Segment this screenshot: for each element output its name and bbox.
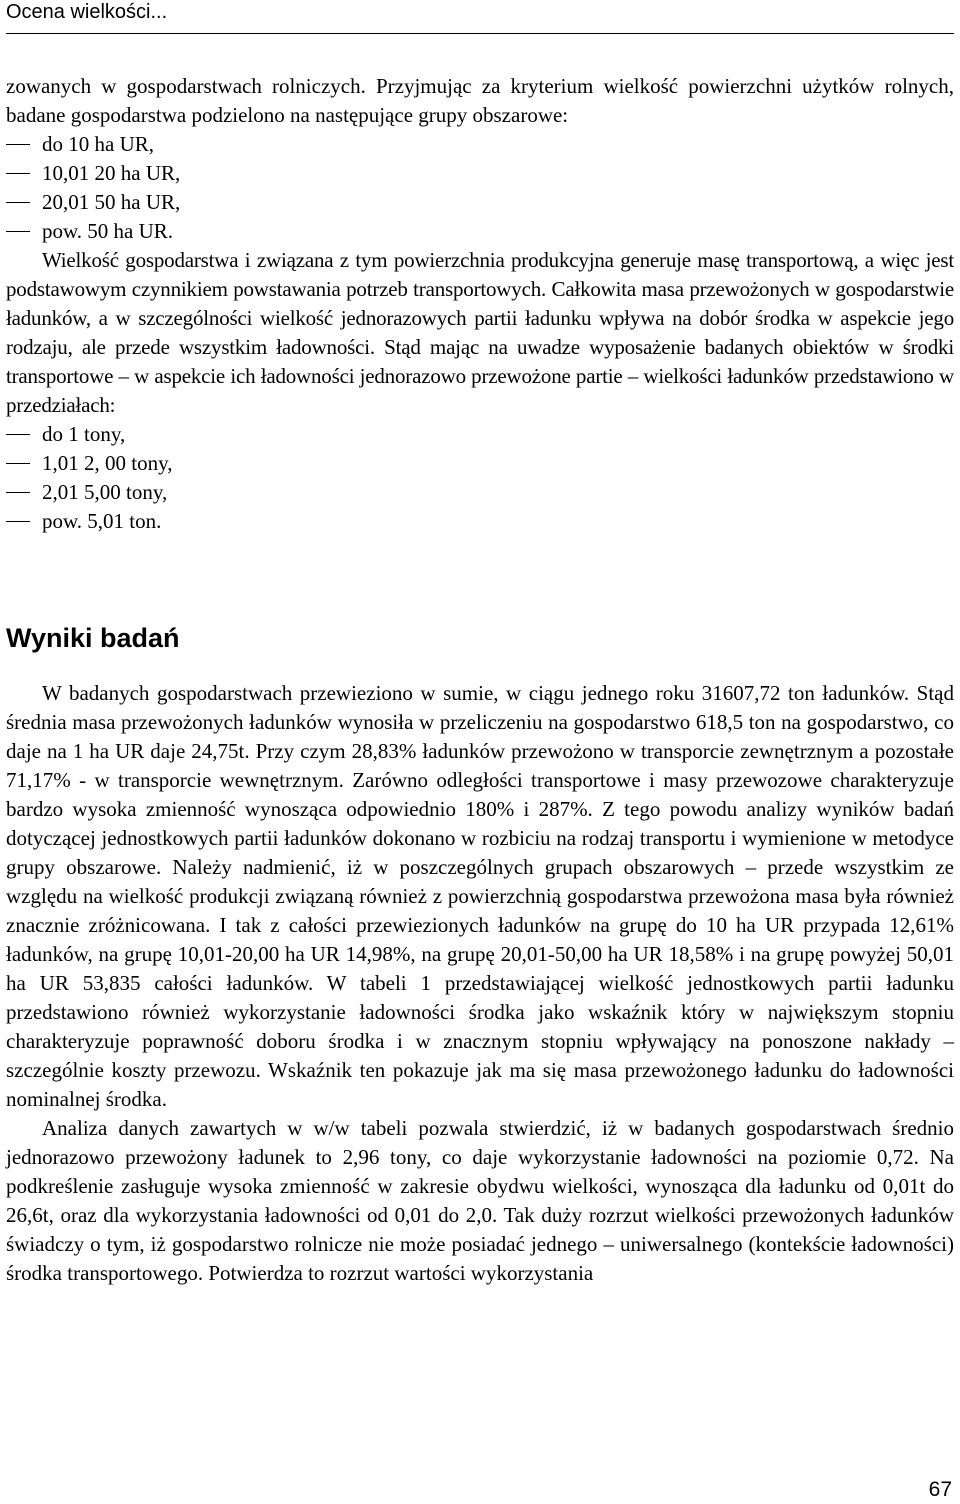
results-paragraph-1: W badanych gospodarstwach przewieziono w sumie, w ciągu jednego roku 31607,72 ton ładunków. Stąd średnia masa przewożonych ładunków wynosiła w przeliczeniu na gospodarstwo 618,5 ton na gospodarstwo, co daje na 1 ha UR daje 24,75t. Przy czym 28,83% ładunków przewożono w transporcie zewnętrznym a pozostałe 71,17% - w transporcie wewnętrznym. Zarówno odległości transportowe i masy przewozowe charakteryzuje bardzo wysoka zmienność wynosząca odpowiednio 180% i 287%. Z tego powodu analizy wyników badań dotyczącej jednostkowych partii ładunków dokonano w rozbiciu na rodzaj transportu i wymienione w metodyce grupy obszarowe. Należy nadmienić, iż w poszczególnych grupach obszarowych – przede wszystkim ze względu na wielkość produkcji związaną również z powierzchnią gospodarstwa przewożona masa była również znacznie zróżnicowana. I tak z całości przewiezionych ładunków na grupę do 10 ha UR przypada 12,61% ładunków, na grupę 10,01-20,00 ha UR 14,98%, na grupę 20,01-50,00 ha UR 18,58% i na grupę powyżej 50,01 ha UR 53,835 całości ładunków. W tabeli 1 przedstawiającej wielkość jednostkowych partii ładunku przedstawiono również wykorzystanie ładowności środka jako wskaźnik który w największym stopniu charakteryzuje poprawność doboru środka i w znacznym stopniu wpływający na ponoszone nakłady – szczególnie koszty przewozu. Wskaźnik ten pokazuje jak ma się masa przewożonego ładunku do ładowności nominalnej środka. (6, 681, 954, 1111)
list-item: pow. 5,01 ton. (6, 507, 954, 536)
section-heading: Wyniki badań (6, 623, 180, 653)
list-item: 2,01 5,00 tony, (6, 478, 954, 507)
dash-bullet-icon (6, 231, 30, 232)
section-results (6, 679, 954, 1288)
list-item: 10,01 20 ha UR, (6, 159, 954, 188)
transport-mass-paragraph: Wielkość gospodarstwa i związana z tym powierzchnia produkcyjna generuje masę transportową, a więc jest podstawowym czynnikiem powstawania potrzeb transportowych. Całkowita masa przewożonych w gospodarstwie ładunków, a w szczególności wielkość jednorazowych partii ładunku wpływa na dobór środka w aspekcie jego rodzaju, ale przede wszystkim ładowności. Stąd mając na uwadze wyposażenie badanych obiektów w środki transportowe – w aspekcie ich ładowności jednorazowo przewożone partie – wielkości ładunków przedstawiono w przedziałach: (6, 248, 954, 417)
dash-bullet-icon (6, 173, 30, 174)
results-paragraph-2: Analiza danych zawartych w w/w tabeli pozwala stwierdzić, iż w badanych gospodarstwach średnio jednorazowo przewożony ładunek to 2,96 tony, co daje wykorzystanie ładowności na poziomie 0,72. Na podkreślenie zasługuje wysoka zmienność w zakresie obydwu wielkości, wynosząca dla ładunku od 0,01t do 26,6t, oraz dla wykorzystania ładowności od 0,01 do 2,0. Tak duży rozrzut wielkości przewożonych ładunków świadczy o tym, iż gospodarstwo rolnicze nie może posiadać jednego – uniwersalnego (kontekście ładowności) środka transportowego. Potwierdza to rozrzut wartości wykorzystania (6, 1116, 954, 1285)
intro-paragraph: zowanych w gospodarstwach rolniczych. Przyjmując za kryterium wielkość powierzchni użytków rolnych, badane gospodarstwa podzielono na następujące grupy obszarowe: (6, 74, 954, 127)
page-number: 67 (928, 1478, 952, 1501)
load-groups-list (6, 420, 954, 536)
list-item: pow. 50 ha UR. (6, 217, 954, 246)
list-item: 20,01 50 ha UR, (6, 188, 954, 217)
header-rule (6, 33, 954, 34)
dash-bullet-icon (6, 202, 30, 203)
dash-bullet-icon (6, 463, 30, 464)
dash-bullet-icon (6, 144, 30, 145)
dash-bullet-icon (6, 434, 30, 435)
area-groups-list (6, 130, 954, 246)
dash-bullet-icon (6, 492, 30, 493)
dash-bullet-icon (6, 521, 30, 522)
running-header: Ocena wielkości... (6, 1, 168, 23)
list-item: do 10 ha UR, (6, 130, 954, 159)
section-methodology (6, 72, 954, 536)
list-item: do 1 tony, (6, 420, 954, 449)
list-item: 1,01 2, 00 tony, (6, 449, 954, 478)
